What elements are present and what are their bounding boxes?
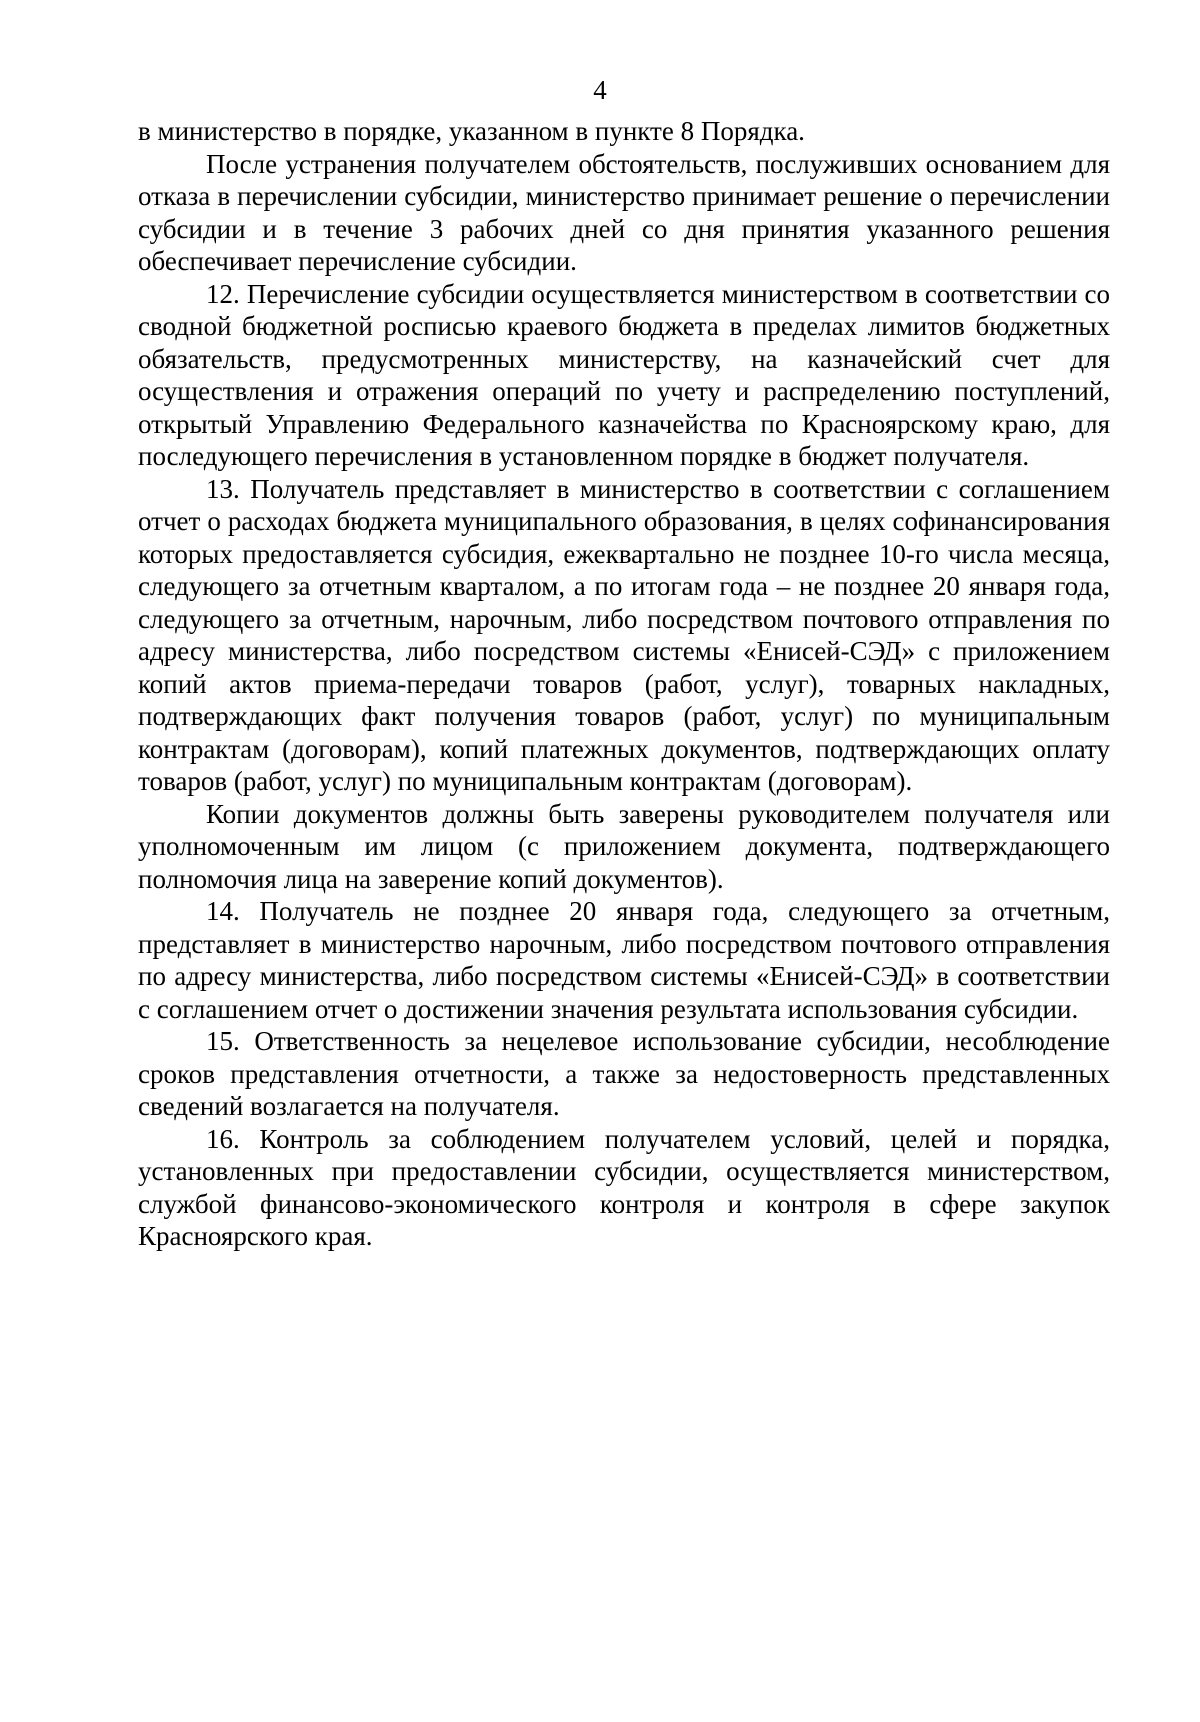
paragraph-item-15: 15. Ответственность за нецелевое использование субсидии, несоблюдение сроков представления отчетности, а также за недостоверность представленных сведений возлагается на получателя. [138,1026,1110,1121]
document-body [138,115,1110,1253]
paragraph-after-elimination: После устранения получателем обстоятельств, послуживших основанием для отказа в перечислении субсидии, министерство принимает решение о перечислении субсидии и в течение 3 рабочих дней со дня принятия указанного решения обеспечивает перечисление субсидии. [138,148,1110,276]
paragraph-item-16: 16. Контроль за соблюдением получателем условий, целей и порядка, установленных при предоставлении субсидии, осуществляется министерством, службой финансово-экономического контроля и контроля в сфере закупок Красноярского края. [138,1123,1110,1251]
paragraph-document-copies: Копии документов должны быть заверены руководителем получателя или уполномоченным им лицом (с приложением документа, подтверждающего полномочия лица на заверение копий документов). [138,798,1110,894]
paragraph-item-12: 12. Перечисление субсидии осуществляется министерством в соответствии со сводной бюджетной росписью краевого бюджета в пределах лимитов бюджетных обязательств, предусмотренных министерству, на казначейский счет для осуществления и отражения операций по учету и распределению поступлений, открытый Управлению Федерального казначейства по Красноярскому краю, для последующего перечисления в установленном порядке в бюджет получателя. [138,278,1110,471]
paragraph-item-14: 14. Получатель не позднее 20 января года, следующего за отчетным, представляет в министерство нарочным, либо посредством почтового отправления по адресу министерства, либо посредством системы «Енисей-СЭД» в соответствии с соглашением отчет о достижении значения результата использования субсидии. [138,896,1110,1024]
page-number: 4 [593,75,607,105]
paragraph-continuation: в министерство в порядке, указанном в пункте 8 Порядка. [138,116,805,146]
paragraph-item-13: 13. Получатель представляет в министерство в соответствии с соглашением отчет о расходах бюджета муниципального образования, в целях софинансирования которых предоставляется субсидия, ежеквартально не позднее 10-го числа месяца, следующего за отчетным кварталом, а по итогам года – не позднее 20 января года, следующего за отчетным, нарочным, либо посредством почтового отправления по адресу министерства, либо посредством системы «Енисей-СЭД» с приложением копий актов приема-передачи товаров (работ, услуг), товарных накладных, подтверждающих факт получения товаров (работ, услуг) по муниципальным контрактам (договорам), копий платежных документов, подтверждающих оплату товаров (работ, услуг) по муниципальным контрактам (договорам). [138,473,1110,796]
